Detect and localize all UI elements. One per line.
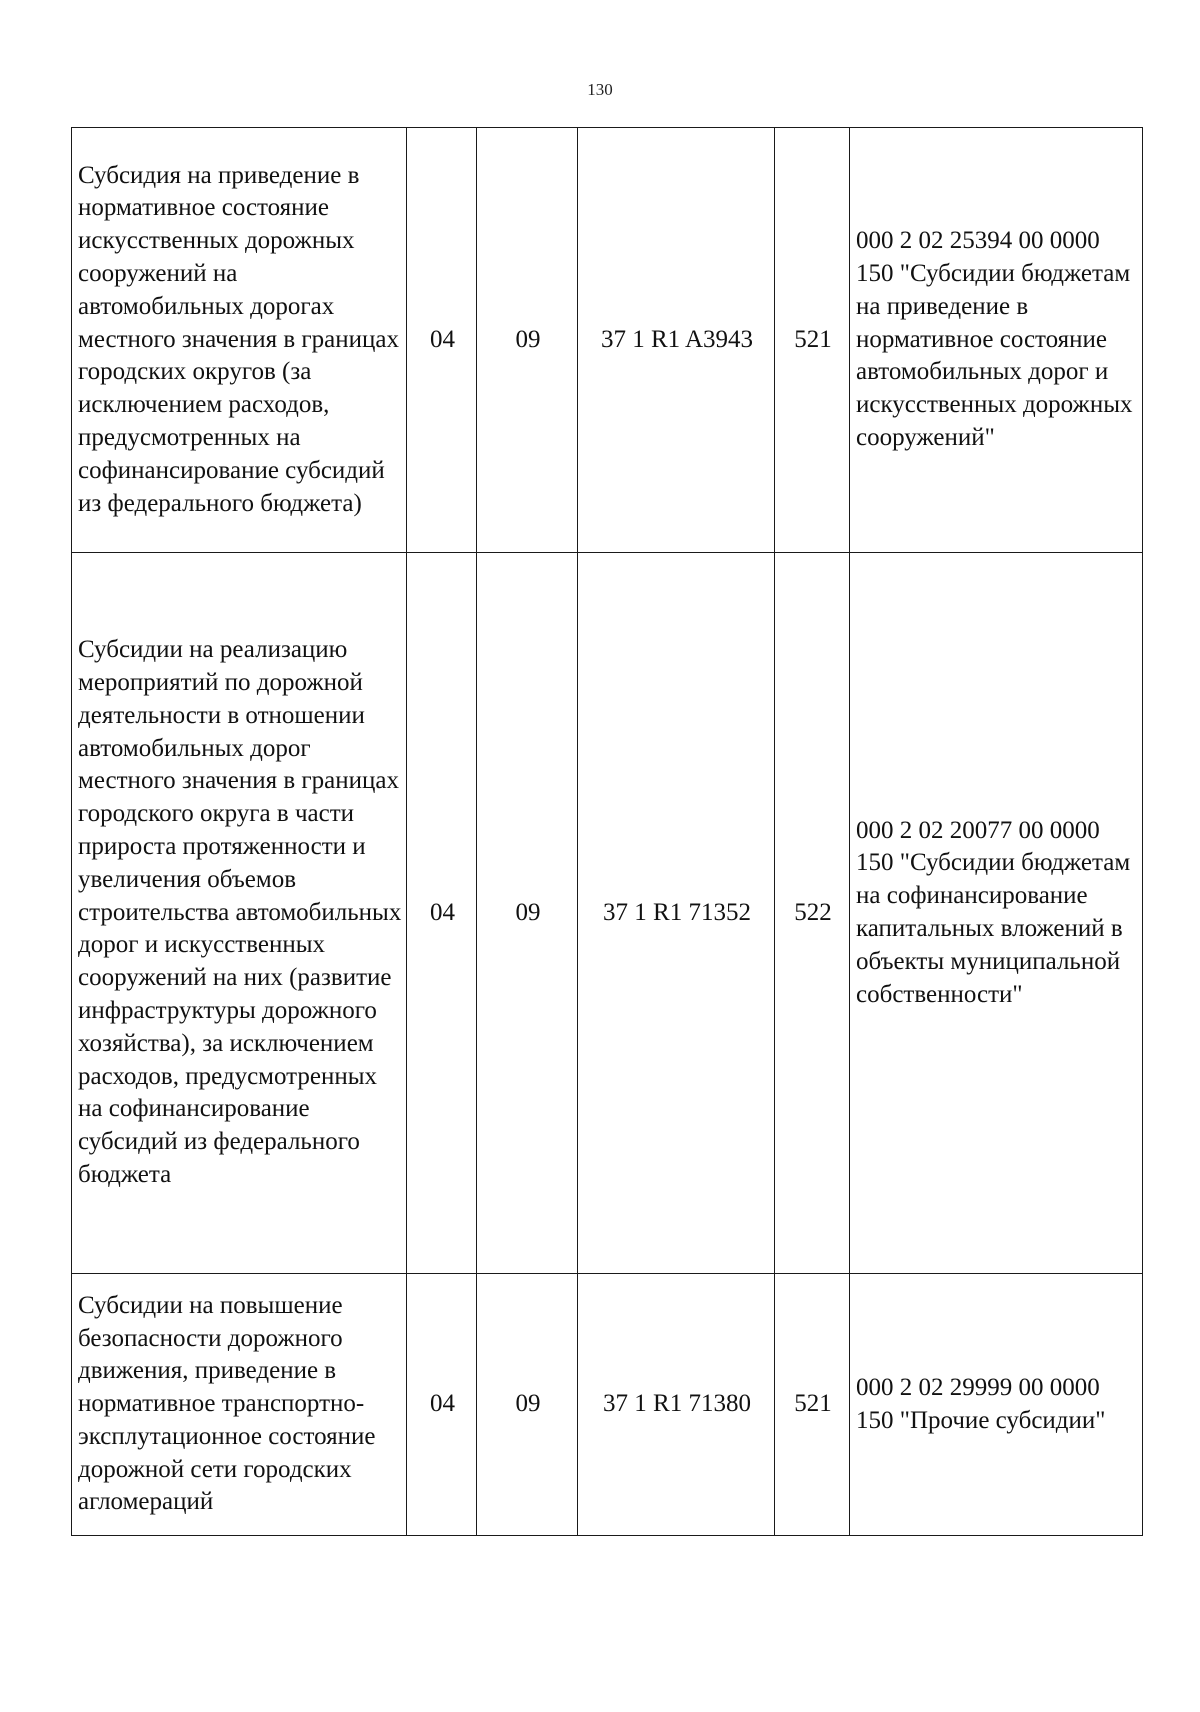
table-row <box>72 553 1143 1274</box>
target-article-cell: 37 1 R1 A3943 <box>578 128 775 553</box>
expense-type-cell: 521 <box>775 128 850 553</box>
revenue-code-cell: 000 2 02 29999 00 0000 150 "Прочие субсидии" <box>850 1274 1143 1536</box>
revenue-code-cell: 000 2 02 25394 00 0000 150 "Субсидии бюджетам на приведение в нормативное состояние автомобильных дорог и искусственных дорожных сооружений" <box>850 128 1143 553</box>
subsidy-name-cell: Субсидии на реализацию мероприятий по дорожной деятельности в отношении автомобильных дорог местного значения в границах городского округа в части прироста протяженности и увеличения объемов строительства автомобильных дорог и искусственных сооружений на них (развитие инфраструктуры дорожного хозяйства), за исключением расходов, предусмотренных на софинансирование субсидий из федерального бюджета <box>72 553 407 1274</box>
subsection-cell: 09 <box>477 128 578 553</box>
revenue-code-cell: 000 2 02 20077 00 0000 150 "Субсидии бюджетам на софинансирование капитальных вложений в объекты муниципальной собственности" <box>850 553 1143 1274</box>
section-cell: 04 <box>407 128 477 553</box>
page-number: 130 <box>587 80 613 99</box>
subsection-cell: 09 <box>477 1274 578 1536</box>
expense-type-cell: 522 <box>775 553 850 1274</box>
subsidy-name-cell: Субсидии на повышение безопасности дорожного движения, приведение в нормативное транспортно-эксплутационное состояние дорожной сети городских агломераций <box>72 1274 407 1536</box>
section-cell: 04 <box>407 1274 477 1536</box>
table-row <box>72 1274 1143 1536</box>
target-article-cell: 37 1 R1 71352 <box>578 553 775 1274</box>
target-article-cell: 37 1 R1 71380 <box>578 1274 775 1536</box>
subsidy-name-cell: Субсидия на приведение в нормативное состояние искусственных дорожных сооружений на автомобильных дорогах местного значения в границах городских округов (за исключением расходов, предусмотренных на софинансирование субсидий из федерального бюджета) <box>72 128 407 553</box>
budget-table <box>71 127 1143 1536</box>
subsection-cell: 09 <box>477 553 578 1274</box>
table-row <box>72 128 1143 553</box>
section-cell: 04 <box>407 553 477 1274</box>
expense-type-cell: 521 <box>775 1274 850 1536</box>
